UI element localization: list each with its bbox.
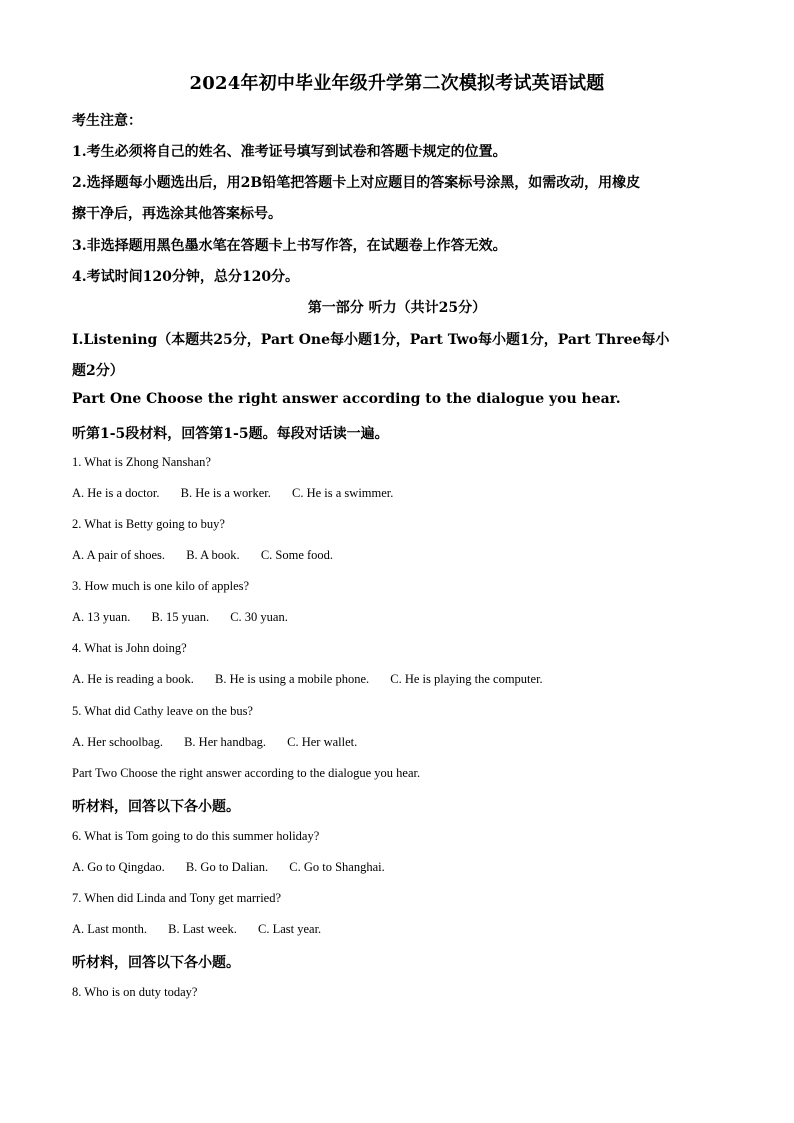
notice-item-4: 4.考试时间120分钟，总分120分。 <box>72 269 300 285</box>
option-a: A. Her schoolbag. <box>72 735 163 749</box>
question-7-options <box>72 922 321 937</box>
option-c: C. He is a swimmer. <box>292 486 394 500</box>
option-c: C. 30 yuan. <box>230 610 288 624</box>
part-two-instruction: Part Two Choose the right answer according to the dialogue you hear. <box>72 766 421 780</box>
option-c: C. He is playing the computer. <box>390 672 543 686</box>
question-4-options <box>72 672 543 687</box>
option-a: A. A pair of shoes. <box>72 548 166 562</box>
question-1-options <box>72 486 393 501</box>
option-c: C. Last year. <box>257 922 322 936</box>
notice-heading: 考生注意： <box>72 113 142 129</box>
question-3: 3. How much is one kilo of apples? <box>72 579 250 593</box>
question-2: 2. What is Betty going to buy? <box>72 517 225 531</box>
question-4: 4. What is John doing? <box>72 641 187 655</box>
option-a: A. Go to Qingdao. <box>72 860 165 874</box>
question-7: 7. When did Linda and Tony get married? <box>72 891 282 905</box>
question-5: 5. What did Cathy leave on the bus? <box>72 704 253 718</box>
option-b: B. A book. <box>186 548 240 562</box>
notice-item-2-cont: 擦干净后，再选涂其他答案标号。 <box>72 206 282 222</box>
part-one-instruction: Part One Choose the right answer according to the dialogue you hear. <box>72 391 621 407</box>
part-one-sub-instruction: 听第1-5段材料，回答第1-5题。每段对话读一遍。 <box>72 426 389 442</box>
page-title: 2024年初中毕业年级升学第二次模拟考试英语试题 <box>189 73 605 94</box>
question-2-options <box>72 548 333 563</box>
notice-item-3: 3.非选择题用黑色墨水笔在答题卡上书写作答，在试题卷上作答无效。 <box>72 238 507 254</box>
question-6-options <box>72 860 385 875</box>
option-c: C. Go to Shanghai. <box>289 860 385 874</box>
listening-instruction: Ⅰ.Listening（本题共25分，Part One每小题1分，Part Two每小题1分，Part Three每小 <box>72 332 670 348</box>
question-8: 8. Who is on duty today? <box>72 985 198 999</box>
question-5-options <box>72 735 357 750</box>
section-b-heading: 听材料，回答以下各小题。 <box>72 955 240 971</box>
option-b: B. He is a worker. <box>180 486 271 500</box>
option-c: C. Her wallet. <box>287 735 358 749</box>
section-heading-part-one: 第一部分 听力（共计25分） <box>307 300 487 316</box>
option-b: B. 15 yuan. <box>151 610 210 624</box>
option-b: B. He is using a mobile phone. <box>214 672 370 686</box>
question-6: 6. What is Tom going to do this summer holiday? <box>72 829 320 843</box>
question-1: 1. What is Zhong Nanshan? <box>72 455 211 469</box>
notice-item-2: 2.选择题每小题选出后，用2B铅笔把答题卡上对应题目的答案标号涂黑，如需改动，用橡皮 <box>72 175 641 191</box>
option-a: A. Last month. <box>72 922 147 936</box>
option-b: B. Last week. <box>168 922 237 936</box>
option-a: A. He is reading a book. <box>72 672 194 686</box>
option-b: B. Go to Dalian. <box>185 860 269 874</box>
notice-item-1: 1.考生必须将自己的姓名、准考证号填写到试卷和答题卡规定的位置。 <box>72 144 507 160</box>
option-b: B. Her handbag. <box>184 735 266 749</box>
question-3-options <box>72 610 288 625</box>
option-c: C. Some food. <box>260 548 334 562</box>
section-a-heading: 听材料，回答以下各小题。 <box>72 799 240 815</box>
option-a: A. He is a doctor. <box>72 486 160 500</box>
option-a: A. 13 yuan. <box>72 610 131 624</box>
listening-instruction-cont: 题2分） <box>72 363 124 379</box>
